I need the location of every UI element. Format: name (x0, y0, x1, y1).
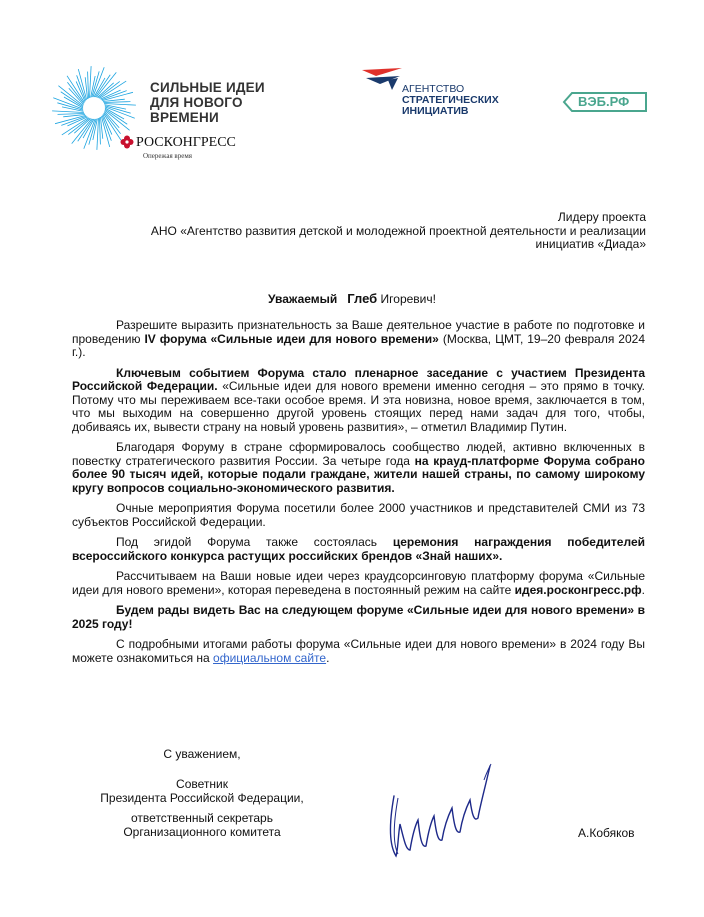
signatory-name: А.Кобяков (578, 826, 635, 840)
roscongress-tagline: Опережая время (143, 152, 192, 160)
veb-logo-text: ВЭБ.РФ (578, 94, 630, 109)
paragraph-1: Разрешите выразить признательность за Ваше деятельное участие в работе по подготовке и проведению IV форума «Сильные идеи для нового времени» (Москва, ЦМТ, 19–20 февраля 2024 г.). (72, 318, 645, 359)
signature-block: С уважением, Советник Президента Российской Федерации, ответственный секретарь Организационного комитета (100, 747, 304, 839)
handwritten-signature (380, 758, 500, 878)
paragraph-4: Очные мероприятия Форума посетили более 2000 участников и представителей СМИ из 73 субъектов Российской Федерации. (72, 501, 645, 529)
asi-logo-icon (362, 64, 404, 92)
paragraph-7: Будем рады видеть Вас на следующем форуме «Сильные идеи для нового времени» в 2025 году! (72, 603, 645, 631)
letter-body (72, 319, 645, 672)
roscongress-flower-icon (120, 135, 134, 149)
official-site-link[interactable]: официальном сайте (213, 650, 327, 665)
greeting: Уважаемый Глеб Игоревич! (268, 291, 436, 306)
forum-logo-text: СИЛЬНЫЕ ИДЕИ ДЛЯ НОВОГО ВРЕМЕНИ (150, 80, 265, 125)
roscongress-logo-text: РОСКОНГРЕСС (136, 135, 236, 150)
paragraph-3: Благодаря Форуму в стране сформировалось сообщество людей, активно включенных в повестку стратегического развития России. За четыре года на крауд-платформе Форума собрано более 90 тысяч идей, которые подали граждане, жители нашей страны, по самому широкому кругу вопросов социально-экономического развития. (72, 440, 645, 495)
paragraph-8: С подробными итогами работы форума «Сильные идеи для нового времени» в 2024 году Вы можете ознакомиться на официальном сайте. (72, 637, 645, 665)
paragraph-5: Под эгидой Форума также состоялась церемония награждения победителей всероссийского конкурса растущих российских брендов «Знай наших». (72, 535, 645, 563)
addressee-block: Лидеру проекта АНО «Агентство развития детской и молодежной проектной деятельности и реализации инициатив «Диада» (150, 210, 646, 251)
asi-logo-text: АГЕНТСТВО СТРАТЕГИЧЕСКИХ ИНИЦИАТИВ (402, 83, 499, 117)
veb-logo (562, 91, 648, 113)
paragraph-2: Ключевым событием Форума стало пленарное заседание с участием Президента Российской Федерации. «Сильные идеи для нового времени именно сегодня – это прямо в точку. Потому что мы переживаем все-таки особое время. И эта новизна, новое время, заключается в том, что мы выходим на совершенно другой уровень стоящих перед нами задач для того, чтобы, добиваясь их, вывести страну на новый уровень развития», – отметил Владимир Путин. (72, 365, 645, 434)
paragraph-6: Рассчитываем на Ваши новые идеи через краудсорсинговую платформу форума «Сильные идеи для нового времени», которая переведена в постоянный режим на сайте идея.росконгресс.рф. (72, 569, 645, 597)
